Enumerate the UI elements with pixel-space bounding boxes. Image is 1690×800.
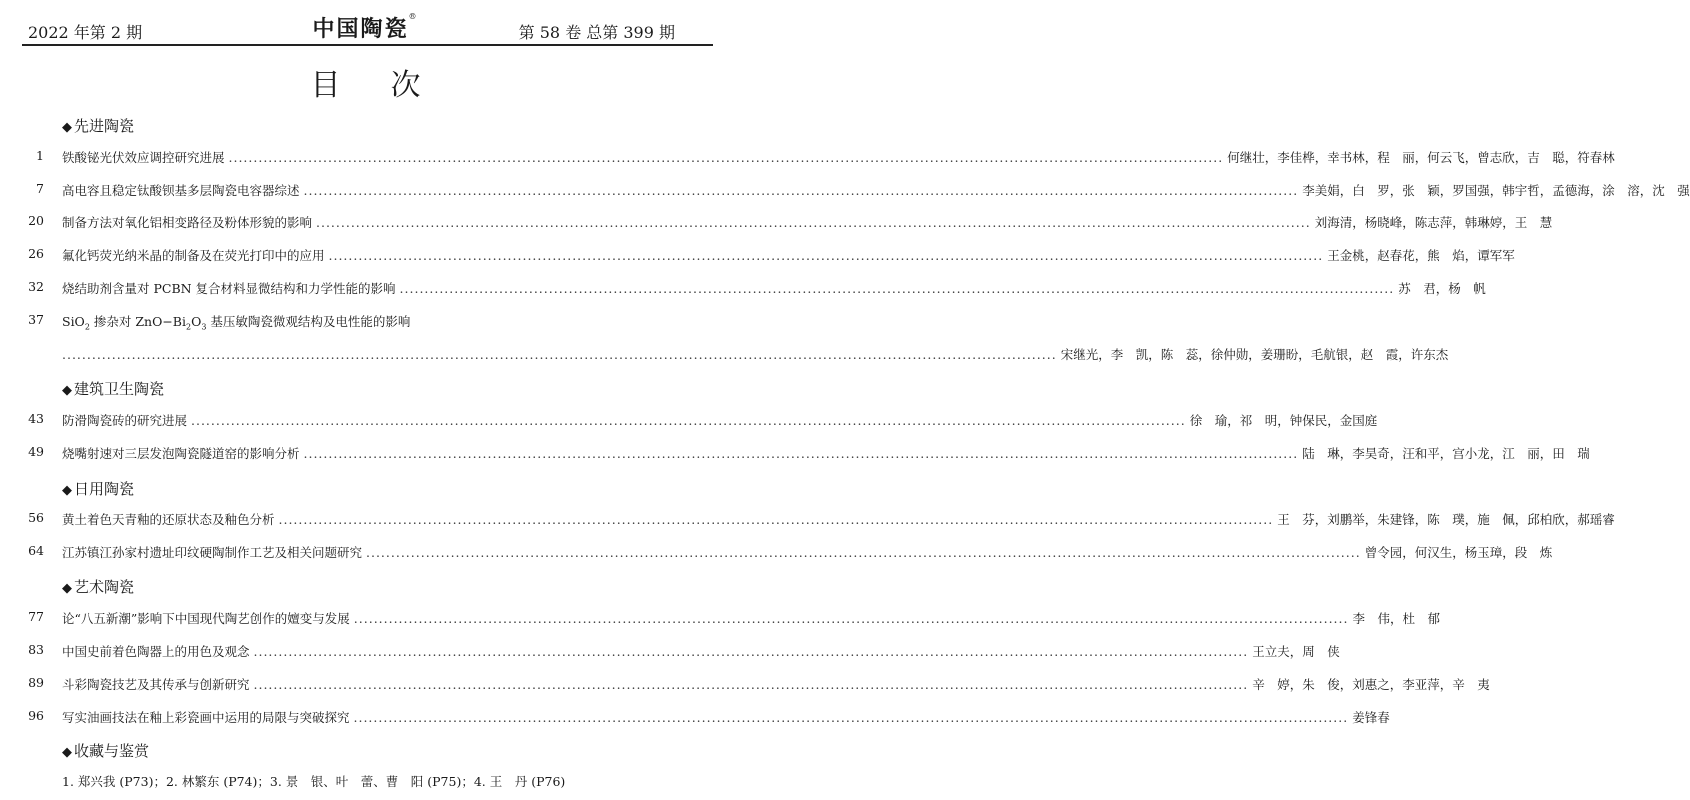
article-authors: 李美娟，白 罗，张 颖，罗国强，韩宇哲，孟德海，涂 溶，沈 强 bbox=[1302, 183, 1690, 198]
leader-dots: ........................................................................................................................................................................................................ bbox=[191, 413, 1186, 428]
toc-entry[interactable] bbox=[0, 675, 1490, 697]
page-number: 77 bbox=[28, 609, 44, 624]
toc-entry[interactable] bbox=[0, 642, 1340, 664]
section-heading bbox=[62, 740, 149, 761]
article-authors: 辛 婷，朱 俊，刘惠之，李亚萍，辛 夷 bbox=[1252, 677, 1490, 692]
toc-entry[interactable] bbox=[0, 510, 1615, 532]
leader-dots: ........................................................................................................................................................................................................ bbox=[278, 512, 1274, 527]
diamond-icon: ◆ bbox=[62, 581, 72, 596]
page-number: 56 bbox=[28, 510, 44, 525]
leader-dots: ........................................................................................................................................................................................................ bbox=[253, 644, 1249, 659]
article-authors: 王金桃，赵春花，熊 焰，谭军军 bbox=[1327, 248, 1515, 263]
toc-entry[interactable] bbox=[0, 444, 1590, 466]
toc-entry[interactable] bbox=[0, 246, 1515, 268]
registered-mark: ® bbox=[408, 12, 419, 21]
toc-entry-continuation[interactable] bbox=[0, 345, 1449, 367]
article-title: 论“八五新潮”影响下中国现代陶艺创作的嬗变与发展 bbox=[62, 611, 350, 626]
article-title: 防滑陶瓷砖的研究进展 bbox=[62, 413, 188, 428]
leader-dots: ........................................................................................................................................................................................................ bbox=[328, 248, 1324, 263]
toc-entry[interactable] bbox=[0, 609, 1440, 631]
page-number: 43 bbox=[28, 411, 44, 426]
section-heading bbox=[62, 115, 134, 136]
page-number: 32 bbox=[28, 279, 44, 294]
page-number: 37 bbox=[28, 312, 44, 327]
issue-number: 2022 年第 2 期 bbox=[28, 23, 143, 42]
page-number: 7 bbox=[36, 181, 44, 196]
diamond-icon: ◆ bbox=[62, 383, 72, 398]
diamond-icon: ◆ bbox=[62, 745, 72, 760]
page-number: 64 bbox=[28, 543, 44, 558]
toc-title: 目次 bbox=[310, 68, 471, 103]
header-rule bbox=[22, 44, 713, 46]
article-title: 写实油画技法在釉上彩瓷画中运用的局限与突破探究 bbox=[62, 710, 350, 725]
toc-entry[interactable] bbox=[0, 279, 1486, 301]
toc-entry[interactable] bbox=[0, 543, 1553, 565]
article-authors: 刘海清，杨晓峰，陈志萍，韩琳婷，王 慧 bbox=[1314, 215, 1553, 230]
article-authors: 宋继光，李 凯，陈 蕊，徐仲勋，姜珊盼，毛航银，赵 霞，许东杰 bbox=[1060, 347, 1449, 362]
article-authors: 苏 君，杨 帆 bbox=[1398, 281, 1486, 296]
section-title: 建筑卫生陶瓷 bbox=[74, 380, 165, 398]
article-authors: 王立夫，周 侠 bbox=[1252, 644, 1340, 659]
page-number: 83 bbox=[28, 642, 44, 657]
page-number: 1 bbox=[36, 148, 44, 163]
article-authors: 何继壮，李佳桦，幸书林，程 丽，何云飞，曾志欣，吉 聪，符春林 bbox=[1227, 150, 1615, 165]
page-number: 89 bbox=[28, 675, 44, 690]
article-title: 黄土着色天青釉的还原状态及釉色分析 bbox=[62, 512, 275, 527]
article-authors: 徐 瑜，祁 明，钟保民，金国庭 bbox=[1189, 413, 1378, 428]
section-title: 收藏与鉴赏 bbox=[74, 742, 150, 760]
journal-name: 中国陶瓷 bbox=[312, 16, 409, 42]
article-title: 烧结助剂含量对 PCBN 复合材料显微结构和力学性能的影响 bbox=[62, 281, 396, 296]
leader-dots: ........................................................................................................................................................................................................ bbox=[62, 347, 1057, 362]
leader-dots: ........................................................................................................................................................................................................ bbox=[366, 545, 1361, 560]
toc-entry[interactable] bbox=[0, 312, 731, 334]
toc-entry[interactable] bbox=[0, 411, 1378, 433]
article-title: 中国史前着色陶器上的用色及观念 bbox=[62, 644, 250, 659]
leader-dots: ........................................................................................................................................................................................................ bbox=[316, 215, 1311, 230]
leader-dots: ........................................................................................................................................................................................................ bbox=[399, 281, 1395, 296]
article-title: 烧嘴射速对三层发泡陶瓷隧道窑的影响分析 bbox=[62, 446, 300, 461]
article-authors: 王 芬，刘鹏举，朱建锋，陈 璞，施 佩，邱柏欣，郝瑶睿 bbox=[1277, 512, 1615, 527]
section-heading bbox=[62, 378, 164, 399]
article-authors: 李 伟，杜 郁 bbox=[1352, 611, 1440, 626]
running-header bbox=[18, 12, 713, 42]
article-authors: 曾令园，何汉生，杨玉璋，段 炼 bbox=[1364, 545, 1553, 560]
toc-entry[interactable] bbox=[0, 708, 1390, 730]
leader-dots: ........................................................................................................................................................................................................ bbox=[228, 150, 1224, 165]
article-title: 铁酸铋光伏效应调控研究进展 bbox=[62, 150, 225, 165]
diamond-icon: ◆ bbox=[62, 483, 72, 498]
article-title: 江苏镇江孙家村遗址印纹硬陶制作工艺及相关问题研究 bbox=[62, 545, 363, 560]
leader-dots: ........................................................................................................................................................................................................ bbox=[353, 611, 1349, 626]
diamond-icon: ◆ bbox=[62, 120, 72, 135]
page-number: 49 bbox=[28, 444, 44, 459]
article-title: SiO$_2$ 掺杂对 $ZnO-Bi_2O_3$ 基压敏陶瓷微观结构及电性能的影响 bbox=[62, 314, 411, 332]
toc-entry[interactable] bbox=[0, 181, 1690, 203]
section-title: 艺术陶瓷 bbox=[74, 578, 135, 596]
section-title: 先进陶瓷 bbox=[74, 117, 135, 135]
toc-entry[interactable] bbox=[0, 213, 1553, 235]
page-number: 26 bbox=[28, 246, 44, 261]
page-number: 20 bbox=[28, 213, 44, 228]
article-title: 制备方法对氧化铝相变路径及粉体形貌的影响 bbox=[62, 215, 313, 230]
leader-dots: ........................................................................................................................................................................................................ bbox=[253, 677, 1249, 692]
section-heading bbox=[62, 478, 134, 499]
leader-dots: ........................................................................................................................................................................................................ bbox=[303, 183, 1299, 198]
section-title: 日用陶瓷 bbox=[74, 480, 135, 498]
leader-dots: ........................................................................................................................................................................................................ bbox=[353, 710, 1349, 725]
article-title: 斗彩陶瓷技艺及其传承与创新研究 bbox=[62, 677, 250, 692]
article-authors: 姜锋春 bbox=[1352, 710, 1390, 725]
section-heading bbox=[62, 576, 134, 597]
leader-dots: ........................................................................................................................................................................................................ bbox=[303, 446, 1299, 461]
article-title: 高电容且稳定钛酸钡基多层陶瓷电容器综述 bbox=[62, 183, 300, 198]
volume-info: 第 58 卷 总第 399 期 bbox=[518, 23, 675, 42]
article-authors: 陆 琳，李昊奇，汪和平，宫小龙，江 丽，田 瑞 bbox=[1302, 446, 1590, 461]
page-number: 96 bbox=[28, 708, 44, 723]
collection-list[interactable]: 1. 郑兴我 (P73)；2. 林繁东 (P74)；3. 景 银、叶 蕾、曹 阳 (P75)；4. 王 丹 (P76) bbox=[62, 774, 566, 789]
article-title: 氟化钙荧光纳米晶的制备及在荧光打印中的应用 bbox=[62, 248, 325, 263]
toc-entry[interactable] bbox=[0, 148, 1615, 170]
